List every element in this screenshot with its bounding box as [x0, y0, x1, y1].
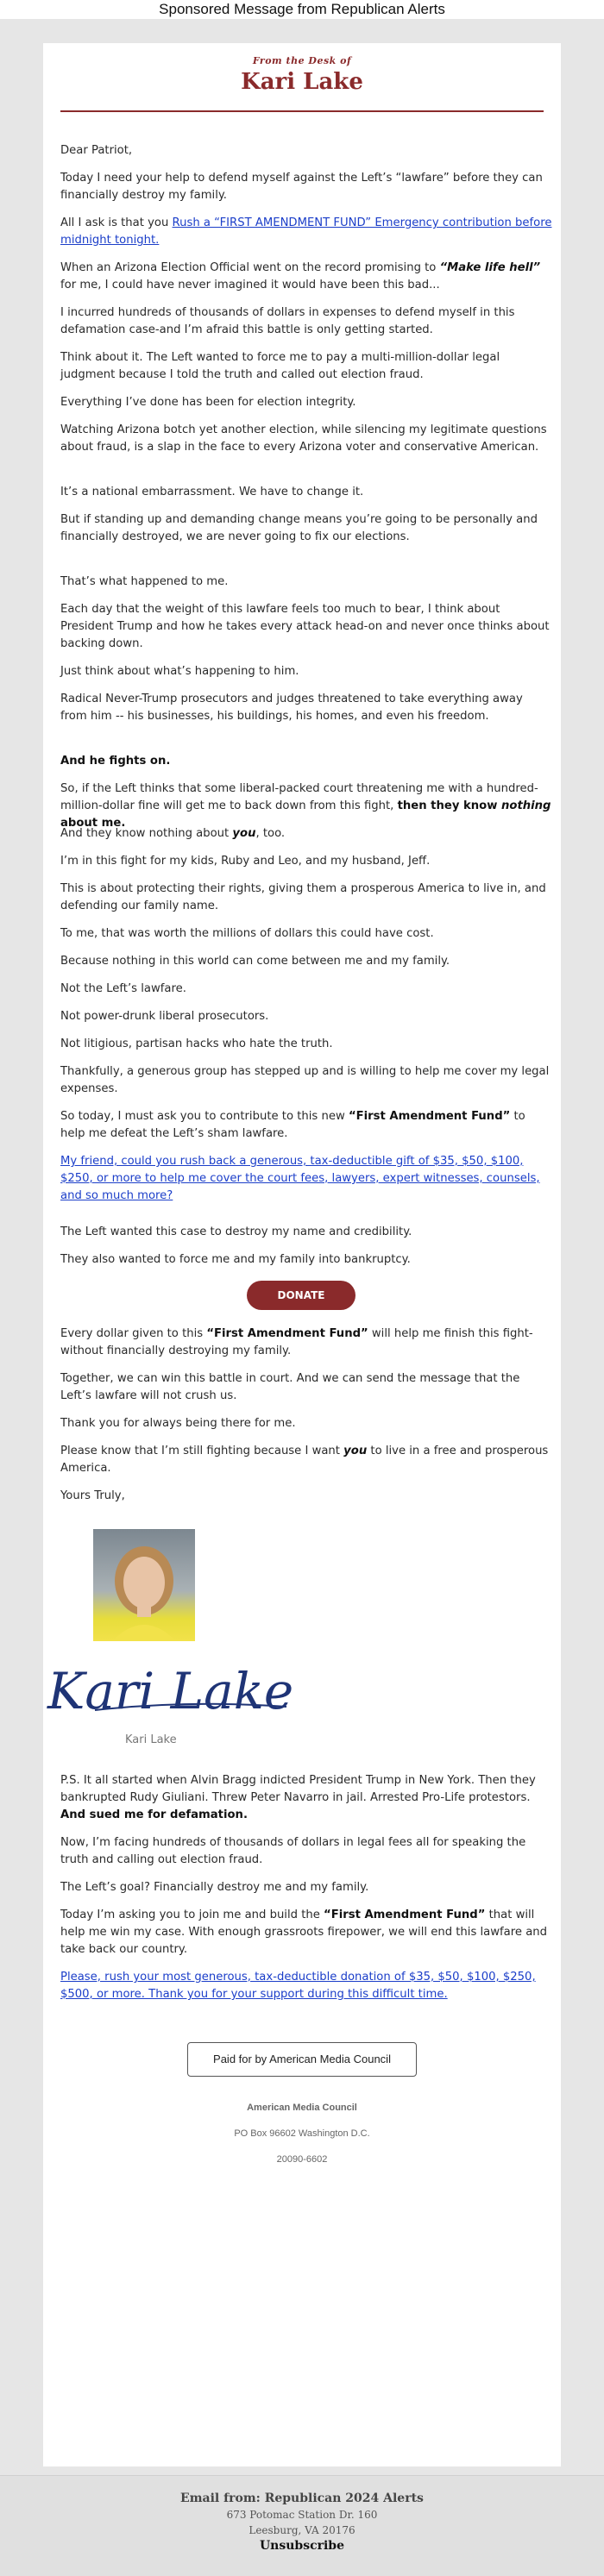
- paragraph: Every dollar given to this “First Amendment Fund” will help me finish this fight-without financially destroying my family.: [60, 1327, 533, 1357]
- paid-for-button[interactable]: Paid for by American Media Council: [187, 2042, 417, 2077]
- paragraph: But if standing up and demanding change means you’re going to be personally and financially destroyed, we are never going to fix our elections.: [60, 513, 538, 543]
- paragraph: [60, 1153, 552, 1205]
- paragraph: So, if the Left thinks that some liberal-packed court threatening me with a hundred-million-dollar fine will get me to back down from this fight, then they know nothing about me.: [60, 782, 551, 830]
- masthead-divider: [60, 110, 544, 112]
- portrait-illustration: [93, 1529, 195, 1641]
- paragraph: Think about it. The Left wanted to force me to pay a multi-million-dollar legal judgment because I told the truth and called out election fraud.: [60, 351, 500, 381]
- footer-from: Email from: Republican 2024 Alerts: [180, 2491, 424, 2505]
- paragraph: Watching Arizona botch yet another election, while silencing my legitimate questions about fraud, is a slap in the face to every Arizona voter and conservative American.: [60, 423, 547, 454]
- paragraph: This is about protecting their rights, giving them a prosperous America to live in, and defending our family name.: [60, 882, 546, 912]
- sponsored-header: Sponsored Message from Republican Alerts: [0, 0, 604, 19]
- letter-card: [43, 43, 561, 2466]
- paragraph: Each day that the weight of this lawfare feels too much to bear, I think about President Trump and how he takes every attack head-on and never once thinks about backing down.: [60, 603, 550, 650]
- paragraph: And they know nothing about you, too.: [60, 827, 286, 840]
- paragraph: Not the Left’s lawfare.: [60, 982, 186, 995]
- paragraph: All I ask is that you Rush a “FIRST AMENDMENT FUND” Emergency contribution before midnight tonight.: [60, 216, 552, 247]
- svg-text:Kari Lake: Kari Lake: [47, 1662, 294, 1720]
- paragraph: Thankfully, a generous group has stepped up and is willing to help me cover my legal expenses.: [60, 1065, 550, 1095]
- unsubscribe-link[interactable]: Unsubscribe: [259, 2539, 345, 2553]
- paragraph: Radical Never-Trump prosecutors and judges threatened to take everything away from him -- his businesses, his buildings, his homes, and even his freedom.: [60, 693, 523, 723]
- paragraph: [60, 1969, 552, 2003]
- paragraph: Please know that I’m still fighting because I want you to live in a free and prosperous America.: [60, 1445, 549, 1475]
- paragraph: That’s what happened to me.: [60, 575, 229, 588]
- donate-button[interactable]: DONATE: [247, 1281, 355, 1310]
- paragraph: Today I’m asking you to join me and build the “First Amendment Fund” that will help me win my case. With enough grassroots firepower, we will end this lawfare and take back our country.: [60, 1908, 548, 1956]
- paragraph: Because nothing in this world can come between me and my family.: [60, 955, 450, 968]
- handwritten-signature: [43, 1650, 302, 1727]
- paragraph: And he fights on.: [60, 755, 171, 768]
- paid-org: American Media Council: [247, 2103, 357, 2113]
- paid-address: PO Box 96602 Washington D.C.: [234, 2128, 370, 2139]
- greeting: Dear Patriot,: [60, 144, 133, 157]
- paragraph: They also wanted to force me and my family into bankruptcy.: [60, 1253, 411, 1266]
- paragraph: The Left’s goal? Financially destroy me and my family.: [60, 1881, 369, 1894]
- paragraph: Thank you for always being there for me.: [60, 1417, 296, 1430]
- paid-zip: 20090-6602: [276, 2154, 328, 2165]
- paragraph: I incurred hundreds of thousands of dollars in expenses to defend myself in this defamation case-and I’m afraid this battle is only getting started.: [60, 306, 515, 336]
- paragraph: I’m in this fight for my kids, Ruby and Leo, and my husband, Jeff.: [60, 855, 431, 868]
- footer-street: 673 Potomac Station Dr. 160: [226, 2509, 378, 2521]
- paragraph: When an Arizona Election Official went on the record promising to “Make life hell” for me, I could have never imagined it would have been this bad...: [60, 261, 541, 291]
- paragraph: It’s a national embarrassment. We have to change it.: [60, 486, 364, 498]
- gift-amount-link[interactable]: My friend, could you rush back a generous, tax-deductible gift of $35, $50, $100, $250, or more to help me cover the court fees, lawyers, expert witnesses, counsels, and so much more?: [60, 1155, 540, 1202]
- signature-name: Kari Lake: [125, 1733, 177, 1746]
- paragraph: Today I need your help to defend myself against the Left’s “lawfare” before they can financially destroy my family.: [60, 172, 543, 202]
- closing: Yours Truly,: [60, 1489, 125, 1502]
- paragraph: To me, that was worth the millions of dollars this could have cost.: [60, 927, 434, 940]
- paragraph: Just think about what’s happening to him.: [60, 665, 299, 678]
- paragraph: Now, I’m facing hundreds of thousands of dollars in legal fees all for speaking the truth and calling out election fraud.: [60, 1836, 526, 1866]
- kari-lake-photo: [93, 1529, 195, 1641]
- donation-link[interactable]: Please, rush your most generous, tax-deductible donation of $35, $50, $100, $250, $500, or more. Thank you for your support during this difficult time.: [60, 1971, 536, 2001]
- desk-name-title: Kari Lake: [241, 69, 363, 95]
- paragraph: Not power-drunk liberal prosecutors.: [60, 1010, 269, 1023]
- fund-contribution-link[interactable]: Rush a “FIRST AMENDMENT FUND” Emergency contribution before midnight tonight.: [60, 216, 552, 247]
- email-footer: [0, 2475, 604, 2576]
- postscript: P.S. It all started when Alvin Bragg indicted President Trump in New York. Then they bankrupted Rudy Giuliani. Threw Peter Navarro in jail. Arrested Pro-Life protestors. And sued me for defamation.: [60, 1774, 536, 1821]
- paragraph: Not litigious, partisan hacks who hate the truth.: [60, 1037, 333, 1050]
- desk-from-label: From the Desk of: [252, 55, 352, 66]
- paragraph: The Left wanted this case to destroy my name and credibility.: [60, 1225, 412, 1238]
- paragraph: Everything I’ve done has been for election integrity.: [60, 396, 356, 409]
- footer-city: Leesburg, VA 20176: [249, 2524, 355, 2536]
- paragraph: Together, we can win this battle in court. And we can send the message that the Left’s lawfare will not crush us.: [60, 1372, 520, 1402]
- paragraph: So today, I must ask you to contribute to this new “First Amendment Fund” to help me defeat the Left’s sham lawfare.: [60, 1110, 525, 1140]
